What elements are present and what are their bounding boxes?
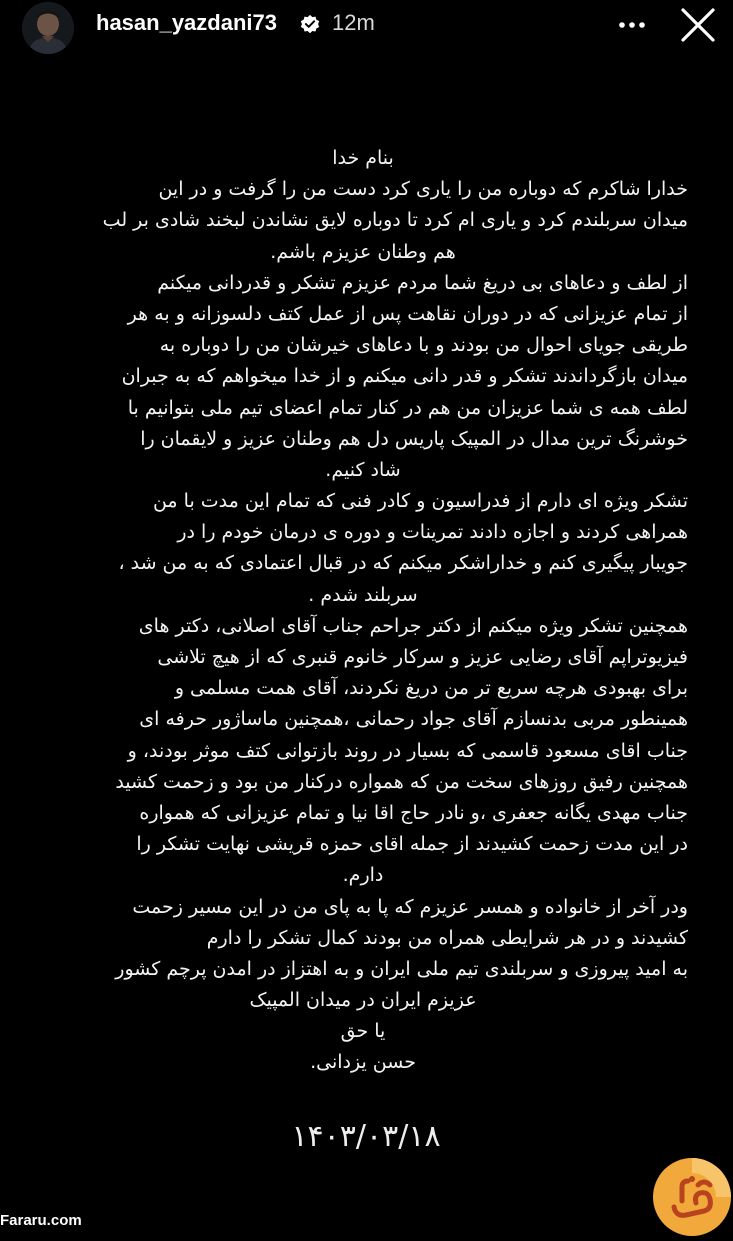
story-line: میدان سربلندم کرد و یاری ام کرد تا دوباره لایق نشاندن لبخند شادی بر لب <box>102 209 688 232</box>
story-line: شاد کنیم. <box>325 458 401 481</box>
story-line: لطف همه ی شما عزیزان من هم در کنار تمام اعضای تیم ملی بتوانیم با <box>127 396 688 419</box>
story-line: از لطف و دعاهای بی دریغ شما مردم عزیزم تشکر و قدردانی میکنم <box>157 271 688 294</box>
more-options-button[interactable] <box>614 10 650 40</box>
story-line: خدارا شاکرم که دوباره من را یاری کرد دست من را گرفت و در این <box>158 178 688 201</box>
post-time: 12m <box>332 10 375 35</box>
avatar[interactable] <box>22 2 74 54</box>
story-line: خوشرنگ ترین مدال در المپیک پاریس دل هم وطنان عزیز و لایقمان را <box>140 427 688 450</box>
verified-badge-icon <box>299 14 321 36</box>
story-line: همراهی کردند و اجازه دادند تمرینات و دوره ی درمان خودم را در <box>177 521 688 544</box>
story-line: هم وطنان عزیزم باشم. <box>270 240 456 263</box>
story-line: همینطور مربی بدنسازم آقای جواد رحمانی ،همچنین ماساژور حرفه ای <box>139 708 688 731</box>
story-line: جناب مهدی یگانه جعفری ،و نادر حاج اقا نیا و تمام عزیزانی که همواره <box>139 801 688 824</box>
story-line: سربلند شدم . <box>308 583 418 606</box>
story-line: جویبار پیگیری کنم و خداراشکر میکنم که در قبال اعتمادی که به من شد ، <box>118 552 688 575</box>
story-line: از تمام عزیزانی که در دوران نقاهت پس از عمل کتف دلسوزانه و به هر <box>127 302 688 325</box>
story-line: میدان بازگرداندند تشکر و قدر دانی میکنم و از خدا میخواهم که به جبران <box>121 365 688 388</box>
story-header <box>0 0 733 52</box>
story-line: طریقی جویای احوال من بودند و با دعاهای خیرشان من را دوباره به <box>159 334 688 357</box>
story-line: ودر آخر از خانواده و همسر عزیزم که پا به پای من در این مسیر زحمت <box>132 895 688 918</box>
more-horizontal-icon <box>614 10 650 40</box>
story-line: دارم. <box>342 864 384 887</box>
fararu-logo <box>652 1157 732 1237</box>
story-line: همچنین تشکر ویژه میکنم از دکتر جراحم جناب آقای اصلانی، دکتر های <box>138 614 688 637</box>
story-line: تشکر ویژه ای دارم از فدراسیون و کادر فنی که تمام این مدت با من <box>152 490 688 513</box>
story-date: ۱۴۰۳/۰۳/۱۸ <box>291 1119 441 1154</box>
story-line: همچنین رفیق روزهای سخت من که همواره درکنار من بود و زحمت کشید <box>115 770 688 793</box>
story-line: کشیدند و در هر شرایطی همراه من بودند کمال تشکر را دارم <box>206 926 688 949</box>
story-line: عزیزم ایران در میدان المپیک <box>249 989 477 1012</box>
story-line: جناب اقای مسعود قاسمی که بسیار در روند بازتوانی کتف موثر بودند، و <box>127 739 688 762</box>
story-line: در این مدت زحمت کشیدند از جمله اقای حمزه قریشی نهایت تشکر را <box>136 833 688 856</box>
watermark-site: Fararu.com <box>0 1212 82 1229</box>
fararu-logo-icon <box>652 1157 732 1237</box>
story-line: بنام خدا <box>332 147 394 169</box>
username[interactable]: hasan_yazdani73 <box>96 10 277 35</box>
story-line: فیزیوتراپم آقای رضایی عزیز و سرکار خانوم قنبری که از هیچ تلاشی <box>157 646 688 668</box>
close-button[interactable] <box>680 7 716 43</box>
close-icon <box>680 7 716 43</box>
story-line: برای بهبودی هرچه سریع تر من دریغ نکردند، آقای همت مسلمی و <box>174 677 688 700</box>
story-line: یا حق <box>340 1020 386 1043</box>
story-text-body <box>38 143 688 1079</box>
story-line: به امید پیروزی و سربلندی تیم ملی ایران و به اهتزاز در امدن پرچم کشور <box>115 957 688 980</box>
story-line: حسن یزدانی. <box>310 1051 416 1074</box>
